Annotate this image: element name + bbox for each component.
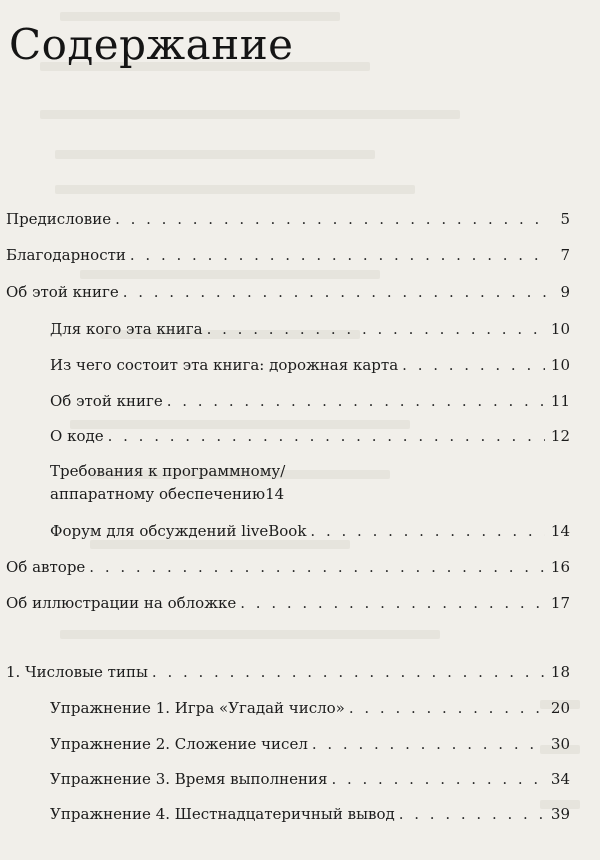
toc-entry-page: 14 [265, 485, 285, 504]
toc-entry-audience[interactable] [50, 318, 570, 341]
toc-entry-page: 11 [550, 392, 570, 410]
dot-leader [152, 661, 545, 684]
toc-entry-page: 10 [550, 320, 570, 338]
toc-entry-about-book[interactable] [6, 281, 570, 304]
toc-entry-label: Для кого эта книга [50, 320, 203, 338]
toc-entry-label: Из чего состоит эта книга: дорожная карта [50, 356, 399, 374]
toc-entry-page: 10 [550, 356, 570, 374]
toc-entry-chapter-1[interactable] [6, 661, 570, 684]
toc-entry-about-author[interactable] [6, 556, 570, 579]
toc-entry-label: Упражнение 4. Шестнадцатеричный вывод [50, 805, 395, 823]
toc-entry-about-code[interactable] [50, 425, 570, 448]
toc-entry-page: 9 [560, 283, 570, 301]
toc-entry-page: 17 [550, 594, 570, 612]
toc-entry-preface[interactable] [6, 208, 570, 231]
toc-entry-label-line2: аппаратному обеспечению [50, 485, 266, 504]
toc-entry-requirements[interactable] [50, 460, 570, 507]
dot-leader [312, 733, 545, 756]
toc-entry-label: Об авторе [6, 558, 86, 576]
toc-entry-label: Об иллюстрации на обложке [6, 594, 237, 612]
dot-leader [130, 244, 546, 267]
toc-entry-exercise-3[interactable] [50, 768, 570, 791]
toc-entry-exercise-2[interactable] [50, 733, 570, 756]
dot-leader [399, 803, 545, 826]
toc-entry-page: 14 [550, 522, 570, 540]
toc-entry-exercise-1[interactable] [50, 697, 570, 720]
toc-entry-cover-illustration[interactable] [6, 592, 570, 615]
toc-entry-livebook-forum[interactable] [50, 520, 570, 543]
dot-leader [123, 281, 546, 304]
toc-entry-exercise-4[interactable] [50, 803, 570, 826]
toc-entry-label-line1: Требования к программному/ [50, 462, 286, 480]
toc-entry-label: 1. Числовые типы [6, 663, 148, 681]
toc-entry-label: О коде [50, 427, 104, 445]
toc-entry-page: 30 [550, 735, 570, 753]
toc-entry-page: 18 [550, 663, 570, 681]
toc-entry-about-book-sub[interactable] [50, 390, 570, 413]
toc-entry-acknowledgements[interactable] [6, 244, 570, 267]
dot-leader [240, 592, 545, 615]
toc-entry-label: Благодарности [6, 246, 126, 264]
toc-entry-label: Упражнение 3. Время выполнения [50, 770, 328, 788]
dot-leader [167, 390, 545, 413]
toc-entry-roadmap[interactable] [50, 354, 570, 377]
toc-entry-page: 34 [550, 770, 570, 788]
toc-entry-page: 12 [550, 427, 570, 445]
toc-entry-page: 5 [560, 210, 570, 228]
dot-leader [349, 697, 545, 720]
dot-leader [108, 425, 545, 448]
toc-entry-page: 16 [550, 558, 570, 576]
toc-entry-label: Об этой книге [6, 283, 119, 301]
dot-leader [115, 208, 546, 231]
dot-leader [331, 768, 544, 791]
dot-leader [402, 354, 545, 377]
toc-entry-page: 20 [550, 699, 570, 717]
page-title: Содержание [9, 20, 294, 69]
toc-entry-label: Предисловие [6, 210, 112, 228]
dot-leader [310, 520, 544, 543]
dot-leader [207, 318, 545, 341]
toc-entry-label: Упражнение 2. Сложение чисел [50, 735, 308, 753]
toc-entry-page: 39 [550, 805, 570, 823]
toc-entry-label: Упражнение 1. Игра «Угадай число» [50, 699, 345, 717]
toc-entry-page: 7 [560, 246, 570, 264]
toc-entry-label: Об этой книге [50, 392, 163, 410]
toc-entry-label: Форум для обсуждений liveBook [50, 522, 307, 540]
dot-leader [89, 556, 545, 579]
